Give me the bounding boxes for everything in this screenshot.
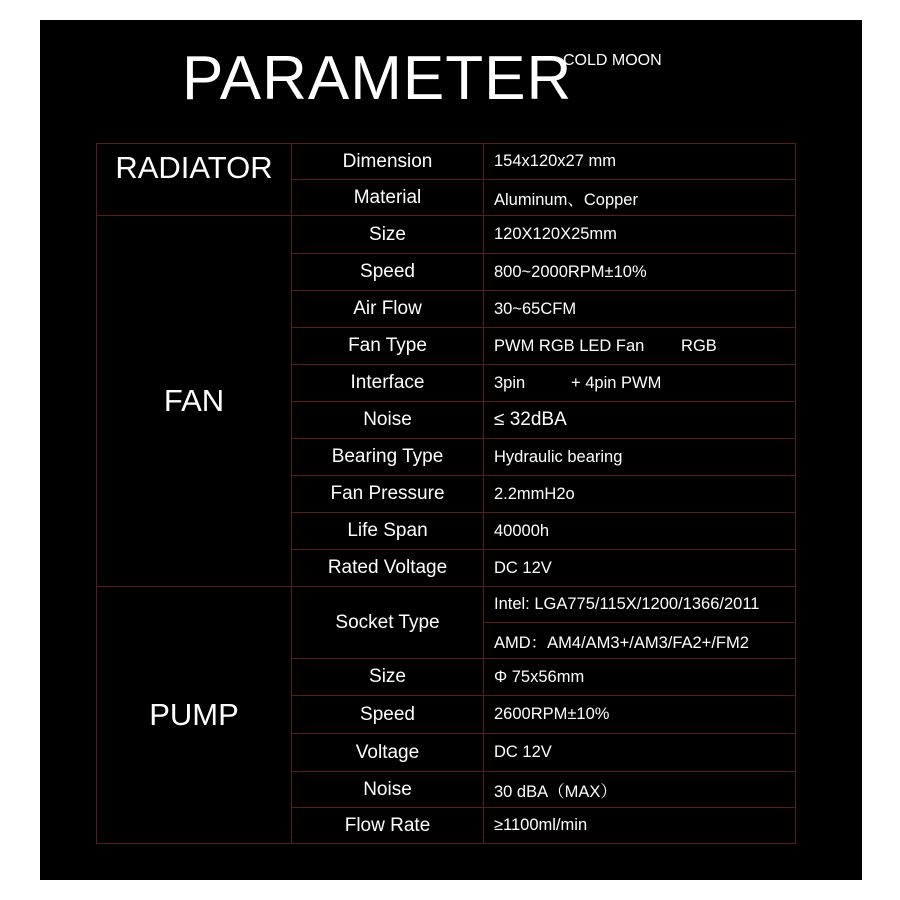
param-label: Socket Type bbox=[292, 587, 484, 659]
param-label: Noise bbox=[292, 402, 484, 439]
param-label: Speed bbox=[292, 254, 484, 291]
spec-table bbox=[96, 143, 796, 844]
param-value: DC 12V bbox=[484, 734, 796, 772]
param-value: Intel: LGA775/115X/1200/1366/2011 bbox=[484, 587, 796, 623]
param-value: 30~65CFM bbox=[484, 291, 796, 328]
param-label: Flow Rate bbox=[292, 808, 484, 844]
param-value: 154x120x27 mm bbox=[484, 144, 796, 180]
param-value: Hydraulic bearing bbox=[484, 439, 796, 476]
brand-subtitle: COLD MOON bbox=[563, 52, 662, 69]
section-label-pump: PUMP bbox=[97, 587, 292, 844]
param-value: 800~2000RPM±10% bbox=[484, 254, 796, 291]
param-value: PWM RGB LED Fan RGB bbox=[484, 328, 796, 365]
param-label: Noise bbox=[292, 772, 484, 808]
param-label: Dimension bbox=[292, 144, 484, 180]
param-label: Material bbox=[292, 180, 484, 216]
param-label: Voltage bbox=[292, 734, 484, 772]
param-value: 40000h bbox=[484, 513, 796, 550]
param-value: DC 12V bbox=[484, 550, 796, 587]
table-row bbox=[97, 587, 796, 623]
section-label-fan: FAN bbox=[97, 216, 292, 587]
param-value: 3pin + 4pin PWM bbox=[484, 365, 796, 402]
param-value: 2600RPM±10% bbox=[484, 696, 796, 734]
param-value: 2.2mmH2o bbox=[484, 476, 796, 513]
param-label: Rated Voltage bbox=[292, 550, 484, 587]
param-value: Aluminum、Copper bbox=[484, 180, 796, 216]
param-label: Interface bbox=[292, 365, 484, 402]
spec-panel bbox=[40, 20, 862, 880]
param-value: 30 dBA（MAX） bbox=[484, 772, 796, 808]
section-label-radiator: RADIATOR bbox=[97, 144, 292, 216]
param-label: Fan Pressure bbox=[292, 476, 484, 513]
param-value: 120X120X25mm bbox=[484, 216, 796, 254]
param-label: Size bbox=[292, 216, 484, 254]
table-row bbox=[97, 144, 796, 180]
page-title: PARAMETER bbox=[182, 44, 573, 113]
param-value: ≥1100ml/min bbox=[484, 808, 796, 844]
param-label: Bearing Type bbox=[292, 439, 484, 476]
param-label: Life Span bbox=[292, 513, 484, 550]
param-label: Air Flow bbox=[292, 291, 484, 328]
param-value: AMD：AM4/AM3+/AM3/FA2+/FM2 bbox=[484, 623, 796, 659]
param-value: Φ 75x56mm bbox=[484, 659, 796, 696]
table-row bbox=[97, 216, 796, 254]
param-label: Size bbox=[292, 659, 484, 696]
param-value: ≤ 32dBA bbox=[484, 402, 796, 439]
param-label: Fan Type bbox=[292, 328, 484, 365]
param-label: Speed bbox=[292, 696, 484, 734]
